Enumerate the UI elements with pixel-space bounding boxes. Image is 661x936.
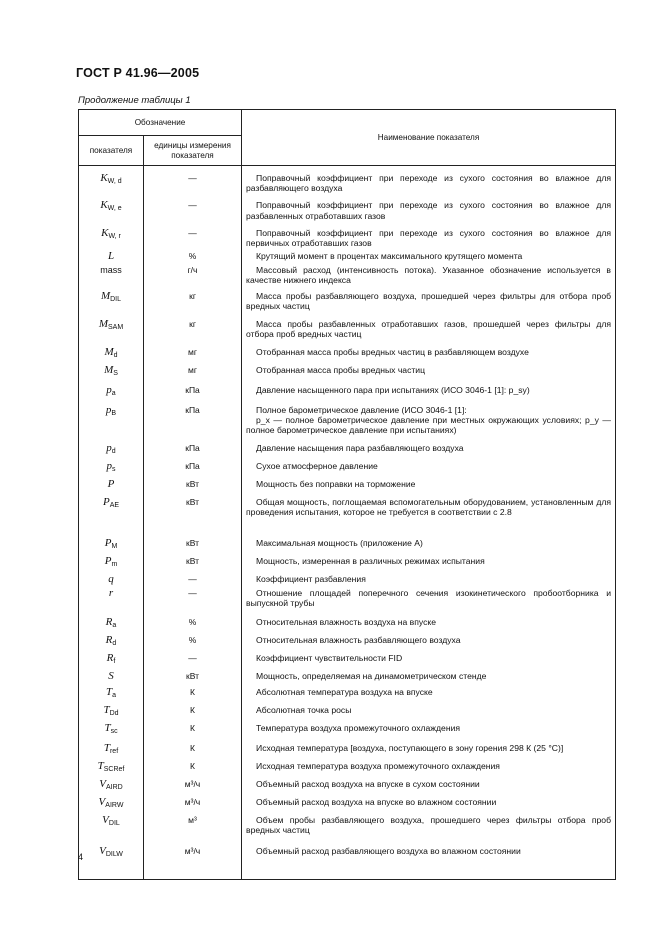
symbol: K — [100, 199, 108, 212]
symbol: V — [99, 777, 106, 790]
symbol-cell — [79, 612, 144, 632]
table-row — [79, 166, 616, 194]
unit-cell: г/ч — [144, 262, 242, 285]
symbol-subscript: W, r — [108, 232, 121, 240]
table-row — [79, 380, 616, 400]
description-cell — [242, 400, 616, 438]
description-cell — [242, 632, 616, 650]
symbol-subscript: AE — [109, 501, 120, 509]
unit-cell: кПа — [144, 458, 242, 476]
table-row — [79, 476, 616, 492]
symbol-subscript: SAM — [108, 323, 124, 331]
symbol-cell — [79, 476, 144, 492]
symbol-cell — [79, 720, 144, 738]
symbol-subscript: SCRef — [103, 765, 125, 773]
table-row — [79, 362, 616, 380]
symbol: V — [99, 844, 106, 857]
description-cell — [242, 533, 616, 553]
symbol-subscript: a — [112, 691, 117, 699]
symbol-cell — [79, 193, 144, 220]
description-text: Температура воздуха промежуточного охлаждения — [256, 722, 461, 733]
table-row — [79, 400, 616, 438]
symbol: R — [106, 651, 114, 664]
table-continuation-caption: Продолжение таблицы 1 — [78, 95, 191, 106]
symbol-cell — [79, 758, 144, 776]
description-cell — [242, 166, 616, 194]
table-row — [79, 533, 616, 553]
table-row — [79, 758, 616, 776]
symbol-subscript: B — [111, 409, 117, 417]
symbol: M — [104, 345, 114, 358]
symbol-cell — [79, 684, 144, 702]
symbol-subscript: sc — [110, 727, 118, 735]
description-text: Масса пробы разбавленных отработавших газов, прошедшей через фильтры для отбора проб вредных частиц — [246, 318, 612, 339]
symbol: M — [104, 363, 114, 376]
symbol: P — [102, 495, 110, 508]
unit-cell: мг — [144, 342, 242, 362]
symbol-cell — [79, 585, 144, 612]
description-text: Отобранная масса пробы вредных частиц в разбавляющем воздухе — [256, 346, 529, 357]
description-cell — [242, 342, 616, 362]
description-cell — [242, 286, 616, 314]
unit-cell: К — [144, 702, 242, 720]
symbol-subscript: M — [111, 542, 118, 550]
symbol-subscript: m — [111, 560, 118, 568]
table-row — [79, 839, 616, 865]
unit-cell: кВт — [144, 553, 242, 571]
symbol: P — [104, 536, 112, 549]
description-cell — [242, 776, 616, 794]
description-cell — [242, 362, 616, 380]
description-text: Отобранная масса пробы вредных частиц — [256, 364, 426, 375]
description-cell — [242, 476, 616, 492]
symbol-cell — [79, 166, 144, 194]
symbol-cell — [79, 362, 144, 380]
symbol: mass — [100, 265, 122, 276]
symbol-cell — [79, 286, 144, 314]
description-cell — [242, 612, 616, 632]
symbol-cell — [79, 380, 144, 400]
table-row — [79, 571, 616, 585]
table-row — [79, 684, 616, 702]
unit-cell: кПа — [144, 400, 242, 438]
symbol-cell — [79, 438, 144, 458]
description-cell — [242, 248, 616, 262]
description-text: Масса пробы разбавляющего воздуха, прошедшей через фильтры для отбора проб вредных частиц — [246, 290, 612, 311]
header-designation-group: Обозначение — [79, 110, 242, 136]
unit-cell: — — [144, 571, 242, 585]
description-text: Исходная температура воздуха промежуточного охлаждения — [256, 760, 500, 771]
table-row — [79, 248, 616, 262]
symbol-cell — [79, 400, 144, 438]
description-text: Давление насыщенного пара при испытаниях (ИСО 3046-1 [1]: p_sy) — [256, 384, 530, 395]
description-text: Крутящий момент в процентах максимального крутящего момента — [256, 251, 523, 262]
unit-cell: кПа — [144, 380, 242, 400]
header-symbol: показателя — [79, 136, 144, 166]
unit-cell: м³/ч — [144, 794, 242, 812]
symbol: K — [100, 172, 108, 184]
header-unit: единицы измерения показателя — [144, 136, 242, 166]
symbol: M — [100, 289, 111, 302]
description-cell — [242, 758, 616, 776]
symbol-subscript: d — [111, 447, 116, 455]
description-cell — [242, 839, 616, 865]
table-row — [79, 776, 616, 794]
description-text: Полное барометрическое давление (ИСО 3046-1 [1]: — [256, 404, 467, 415]
symbol: K — [101, 226, 109, 239]
unit-cell: К — [144, 738, 242, 758]
symbol: T — [105, 685, 113, 698]
description-text: Относительная влажность воздуха на впуске — [256, 616, 437, 627]
symbol: p — [106, 383, 112, 396]
symbol-subscript: W, e — [107, 205, 122, 213]
table-row — [79, 438, 616, 458]
table-row — [79, 720, 616, 738]
symbol-subscript: d — [113, 351, 118, 359]
symbol-cell — [79, 342, 144, 362]
table-row — [79, 738, 616, 758]
description-cell — [242, 650, 616, 668]
table-row — [79, 314, 616, 342]
unit-cell: кПа — [144, 438, 242, 458]
table-row — [79, 650, 616, 668]
symbol: M — [98, 317, 108, 330]
description-cell — [242, 262, 616, 285]
description-text: Общая мощность, поглощаемая вспомогательным оборудованием, установленным для проведения испытания, которое не требуется в соответствии с 2.8 — [246, 496, 612, 517]
table-row — [79, 458, 616, 476]
symbol-cell — [79, 533, 144, 553]
description-text: Максимальная мощность (приложение А) — [256, 537, 423, 548]
description-cell — [242, 553, 616, 571]
symbol-subscript: a — [112, 621, 117, 629]
unit-cell: — — [144, 221, 242, 248]
page-number: 4 — [78, 852, 84, 862]
table-row — [79, 492, 616, 533]
designations-table — [78, 109, 616, 880]
description-cell — [242, 812, 616, 839]
description-text: Объемный расход разбавляющего воздуха во влажном состоянии — [256, 845, 521, 856]
symbol-cell — [79, 262, 144, 285]
description-text: Объемный расход воздуха на впуске в сухом состоянии — [256, 778, 480, 789]
unit-cell: % — [144, 248, 242, 262]
description-cell — [242, 794, 616, 812]
symbol: P — [107, 477, 115, 490]
table-row — [79, 668, 616, 684]
description-cell — [242, 571, 616, 585]
table-row — [79, 702, 616, 720]
table-bottom-border — [79, 865, 616, 880]
symbol-subscript: AIRD — [106, 783, 123, 791]
symbol: T — [103, 703, 110, 716]
symbol-cell — [79, 650, 144, 668]
symbol: P — [104, 554, 112, 567]
unit-cell: м³/ч — [144, 839, 242, 865]
description-text: Поправочный коэффициент при переходе из сухого состояния во влажное для разбавляющего воздуха — [246, 173, 612, 194]
symbol-cell — [79, 314, 144, 342]
description-text: Поправочный коэффициент при переходе из сухого состояния во влажное для первичных отработавших газов — [246, 227, 612, 249]
symbol: p — [106, 459, 112, 472]
table-row — [79, 221, 616, 248]
symbol-subscript: S — [113, 369, 118, 377]
symbol-subscript: ref — [109, 747, 119, 755]
description-cell — [242, 702, 616, 720]
symbol-subscript: s — [112, 465, 116, 473]
table-row — [79, 612, 616, 632]
symbol-cell — [79, 794, 144, 812]
description-cell — [242, 221, 616, 248]
table-row — [79, 342, 616, 362]
unit-cell: кг — [144, 286, 242, 314]
unit-cell: м³/ч — [144, 776, 242, 794]
description-cell — [242, 492, 616, 533]
symbol-cell — [79, 458, 144, 476]
symbol: R — [105, 633, 113, 646]
unit-cell: К — [144, 720, 242, 738]
description-text: Абсолютная точка росы — [256, 704, 352, 715]
symbol: p — [106, 441, 112, 454]
table-row — [79, 585, 616, 612]
document-header: ГОСТ Р 41.96—2005 — [76, 66, 200, 80]
unit-cell: кВт — [144, 476, 242, 492]
description-text: Массовый расход (интенсивность потока). Указанное обозначение используется в качестве нижнего индекса — [246, 265, 612, 286]
unit-cell: кВт — [144, 533, 242, 553]
description-cell — [242, 193, 616, 220]
symbol: R — [105, 615, 113, 628]
symbol-subscript: W, d — [107, 178, 122, 185]
symbol-cell — [79, 571, 144, 585]
symbol: V — [102, 813, 109, 826]
symbol-subscript: DIL — [108, 819, 120, 827]
symbol-subscript: DIL — [110, 295, 122, 303]
description-cell — [242, 668, 616, 684]
description-text: Абсолютная температура воздуха на впуске — [256, 686, 433, 697]
description-text: Отношение площадей поперечного сечения изокинетического пробоотборника и выпускной трубы — [246, 587, 612, 608]
symbol: T — [103, 741, 110, 754]
description-cell — [242, 738, 616, 758]
symbol: T — [104, 721, 111, 734]
unit-cell: кг — [144, 314, 242, 342]
description-text: Коэффициент разбавления — [256, 573, 366, 584]
description-cell — [242, 458, 616, 476]
table-row — [79, 193, 616, 220]
unit-cell: кВт — [144, 668, 242, 684]
symbol-cell — [79, 248, 144, 262]
symbol-cell — [79, 221, 144, 248]
symbol-cell — [79, 553, 144, 571]
description-text: Мощность, определяемая на динамометрическом стенде — [256, 670, 487, 681]
unit-cell: % — [144, 632, 242, 650]
symbol-cell — [79, 702, 144, 720]
symbol-subscript: Dd — [109, 709, 119, 717]
description-text: Объемный расход воздуха на впуске во влажном состоянии — [256, 796, 497, 807]
unit-cell: — — [144, 166, 242, 194]
description-text: Давление насыщения пара разбавляющего воздуха — [256, 442, 464, 453]
symbol-cell — [79, 668, 144, 684]
unit-cell: % — [144, 612, 242, 632]
symbol-cell — [79, 492, 144, 533]
symbol-cell — [79, 632, 144, 650]
description-text: Относительная влажность разбавляющего воздуха — [256, 634, 461, 645]
unit-cell: К — [144, 758, 242, 776]
symbol-cell — [79, 839, 144, 865]
unit-cell: мг — [144, 362, 242, 380]
unit-cell: — — [144, 585, 242, 612]
symbol: T — [97, 759, 104, 772]
symbol: r — [108, 586, 114, 599]
unit-cell: кВт — [144, 492, 242, 533]
unit-cell: — — [144, 650, 242, 668]
description-text: Сухое атмосферное давление — [256, 460, 378, 471]
description-text: Мощность, измеренная в различных режимах испытания — [256, 555, 485, 566]
symbol-subscript: d — [112, 639, 117, 647]
description-cell — [242, 720, 616, 738]
unit-cell: К — [144, 684, 242, 702]
symbol-cell — [79, 738, 144, 758]
description-cell — [242, 585, 616, 612]
symbol-subscript: DILW — [105, 850, 123, 858]
description-cell — [242, 314, 616, 342]
symbol: L — [107, 250, 115, 263]
symbol-cell — [79, 812, 144, 839]
symbol-cell — [79, 776, 144, 794]
symbol: V — [98, 795, 106, 808]
table-row — [79, 812, 616, 839]
symbol-subscript: AIRW — [105, 801, 124, 809]
description-text: Исходная температура [воздуха, поступающего в зону горения 298 К (25 °С)] — [256, 742, 564, 753]
description-text: Объем пробы разбавляющего воздуха, прошедшего через фильтры отбора проб вредных частиц — [246, 814, 612, 835]
unit-cell: м³ — [144, 812, 242, 839]
header-indicator-name: Наименование показателя — [242, 110, 616, 166]
symbol-subscript: a — [111, 389, 116, 397]
description-text: Поправочный коэффициент при переходе из сухого состояния во влажное для разбавленных отработавших газов — [246, 200, 612, 221]
symbol: S — [108, 669, 114, 682]
description-text-continued: p_x — полное барометрическое давление при местных окружающих условиях; p_y — полное барометрическое давление при испытаниях) — [246, 414, 612, 436]
description-text: Мощность без поправки на торможение — [256, 478, 416, 489]
description-cell — [242, 380, 616, 400]
table-row — [79, 794, 616, 812]
symbol: q — [108, 572, 114, 585]
unit-cell: — — [144, 193, 242, 220]
table-row — [79, 553, 616, 571]
table-row — [79, 632, 616, 650]
description-text: Коэффициент чувствительности FID — [256, 652, 403, 663]
description-cell — [242, 438, 616, 458]
table-row — [79, 286, 616, 314]
symbol-subscript: f — [113, 657, 116, 665]
symbol: p — [105, 403, 112, 416]
table-row — [79, 262, 616, 285]
description-cell — [242, 684, 616, 702]
